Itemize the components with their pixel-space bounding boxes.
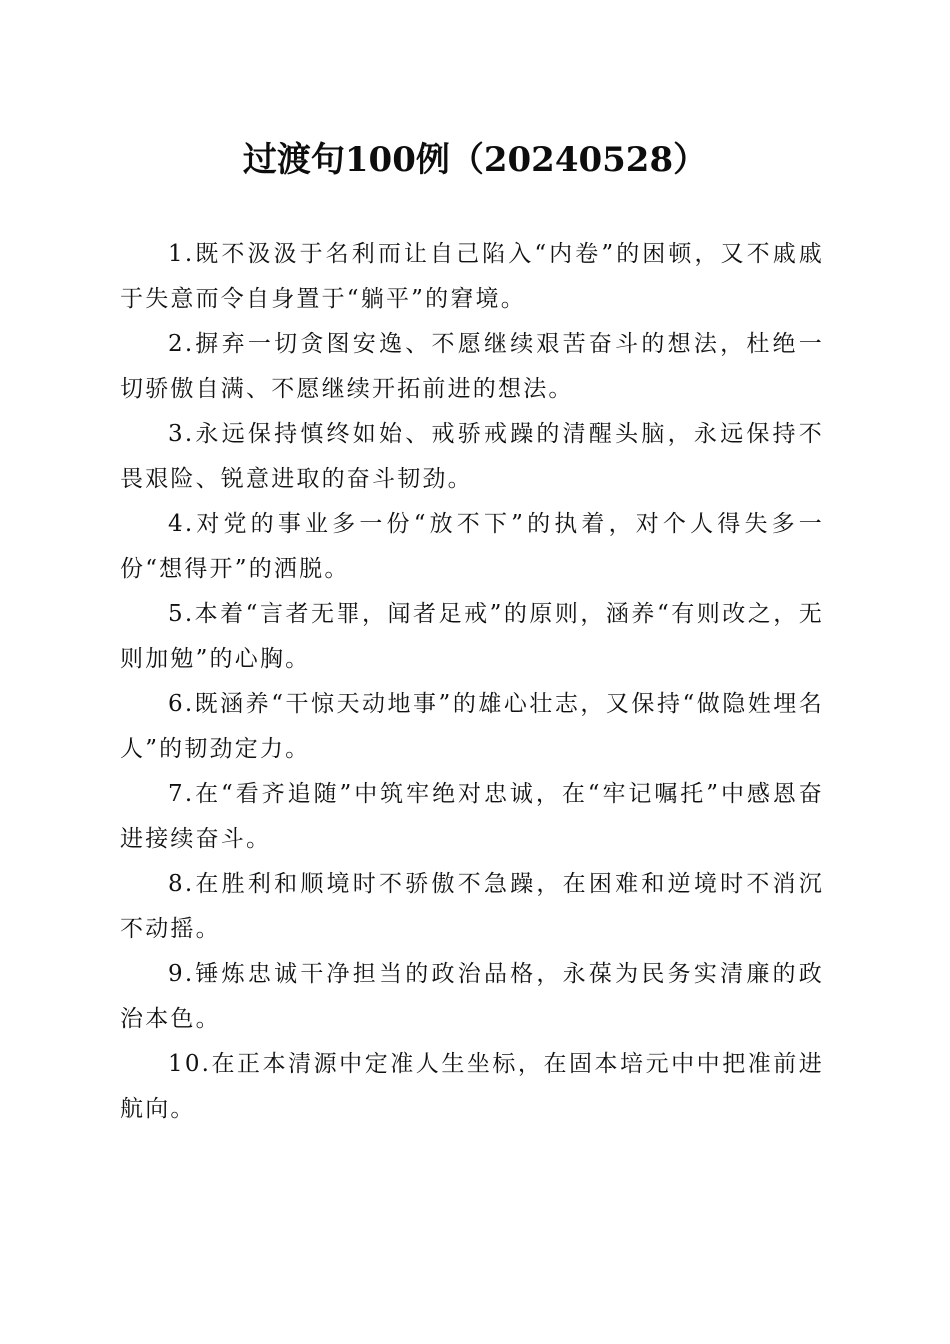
paragraph-9: 9.锤炼忠诚干净担当的政治品格，永葆为民务实清廉的政治本色。 xyxy=(120,961,824,1032)
paragraph-1: 1.既不汲汲于名利而让自己陷入“内卷”的困顿，又不戚戚于失意而令自身置于“躺平”的窘境。 xyxy=(120,241,824,312)
page-title: 过渡句100例（20240528） xyxy=(242,140,708,180)
paragraph-7: 7.在“看齐追随”中筑牢绝对忠诚，在“牢记嘱托”中感恩奋进接续奋斗。 xyxy=(120,781,824,852)
paragraph-4: 4.对党的事业多一份“放不下”的执着，对个人得失多一份“想得开”的洒脱。 xyxy=(120,511,824,582)
paragraph-3: 3.永远保持慎终如始、戒骄戒躁的清醒头脑，永远保持不畏艰险、锐意进取的奋斗韧劲。 xyxy=(120,421,824,492)
paragraph-2: 2.摒弃一切贪图安逸、不愿继续艰苦奋斗的想法，杜绝一切骄傲自满、不愿继续开拓前进的想法。 xyxy=(120,331,824,402)
paragraph-8: 8.在胜利和顺境时不骄傲不急躁，在困难和逆境时不消沉不动摇。 xyxy=(120,871,824,942)
paragraph-10: 10.在正本清源中定准人生坐标，在固本培元中中把准前进航向。 xyxy=(120,1051,824,1122)
document-body xyxy=(120,232,824,1132)
paragraph-6: 6.既涵养“干惊天动地事”的雄心壮志，又保持“做隐姓埋名人”的韧劲定力。 xyxy=(120,691,824,762)
paragraph-5: 5.本着“言者无罪，闻者足戒”的原则，涵养“有则改之，无则加勉”的心胸。 xyxy=(120,601,824,672)
